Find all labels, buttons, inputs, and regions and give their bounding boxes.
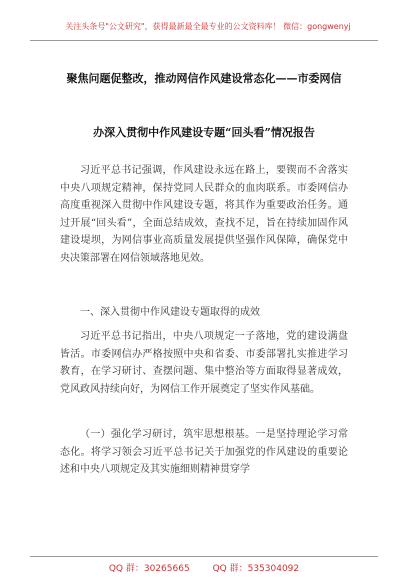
header-divider (30, 40, 378, 41)
paragraph-subsection (60, 426, 348, 479)
header-banner: 关注头条号"公文研究"，获得最新最全最专业的公文资料库！ 微信：gongwenyj (65, 22, 351, 31)
paragraph-text: 习近平总书记指出，中央八项规定一子落地，党的建设满盘皆活。市委网信办严格按照中央和省委、市委部署扎实推进学习教育，在学习研讨、查摆问题、集中整治等方面取得显著成效，党风政风持续向好，为网信工作开展奠定了坚实作风基础。 (60, 331, 348, 395)
document-title-line-2: 办深入贯彻中作风建设专题“回头看”情况报告 (93, 126, 315, 139)
paragraph-text: 习近平总书记强调，作风建设永远在路上，要锲而不舍落实中央八项规定精神，保持党同人民群众的血肉联系。市委网信办高度重视深入贯彻中作风建设专题，将其作为重要政治任务。通过开展“回头看”，全面总结成效，查找不足，旨在持续加固作风建设堤坝，为网信事业高质量发展提供坚强作风保障，确保党中央决策部署在网信领域落地见效。 (60, 165, 348, 264)
document-title-line-1: 聚焦问题促整改，推动网信作风建设常态化——市委网信 (66, 72, 342, 85)
footer-divider (30, 556, 378, 557)
paragraph-section-intro (60, 328, 348, 398)
footer-qq-group-2: QQ 群：535304092 (212, 564, 300, 574)
paragraph-intro (60, 162, 348, 268)
footer (0, 561, 408, 574)
section-heading (60, 304, 348, 322)
footer-qq-group-1: QQ 群：30265665 (108, 564, 190, 574)
paragraph-text: （一）强化学习研讨，筑牢思想根基。一是坚持理论学习常态化。将学习领会习近平总书记关于加强党的作风建设的重要论述和中央八项规定及其实施细则精神贯穿学 (60, 429, 348, 476)
section-heading-text: 一、深入贯彻中作风建设专题取得的成效 (80, 307, 260, 318)
